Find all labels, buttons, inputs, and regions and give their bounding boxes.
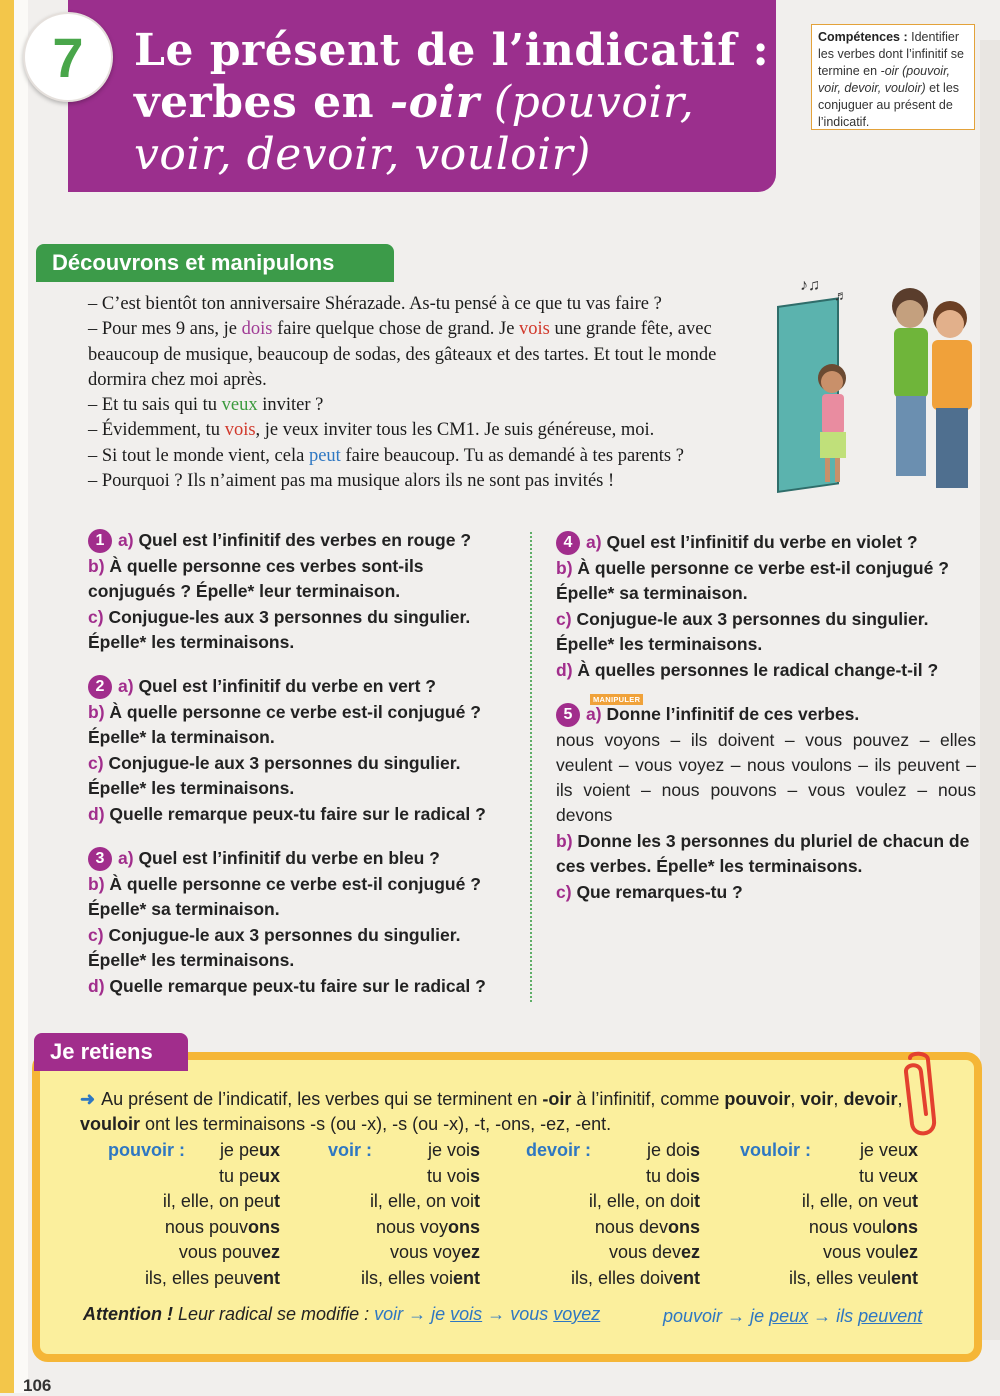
verb-label: devoir : [526,1140,592,1160]
conjugation-column [328,1138,480,1291]
exercise-2: 2 a) Quel est l’infinitif du verbe en vert ? b) À quelle personne ce verbe est-il conjugué ? Épelle* la terminaison. c) Conjugue-le aux 3 personnes du singulier. Épelle* les terminaisons. d) Quelle remarque peux-tu faire sur le radical ? [88,676,486,824]
conjugation-form: nous voulons [808,1216,918,1237]
conjugation-form: vous pouvez [178,1242,280,1262]
conjugation-form: voir : je vois [328,1138,480,1164]
exercise-number-badge: 5 [556,703,580,727]
conjugation-form: nous pouvons [164,1216,280,1237]
arrow-icon: ➜ [80,1089,96,1109]
conjugation-form: il, elle, on doit [588,1191,700,1211]
retiens-rule: ➜ Au présent de l’indicatif, les verbes qui se terminent en -oir à l’infinitif, comme pouvoir, voir, devoir, vouloir ont les terminaisons -s (ou -x), -s (ou -x), -t, -ons, -ez, -ent. [80,1089,903,1134]
conjugation-form: il, elle, on voit [369,1191,480,1211]
conjugation-form: tu peux [218,1165,280,1186]
page-edge-strip [14,0,28,1393]
section-heading-discover: Découvrons et manipulons [36,244,394,282]
conjugation-column [740,1138,918,1291]
page-shadow [980,40,1000,1340]
svg-text:♬: ♬ [834,287,848,303]
dialogue-text [88,292,752,494]
attention-note-pouvoir: pouvoir → je peux → ils peuvent [663,1306,923,1326]
title-line-3: voir, devoir, vouloir) [134,129,591,180]
conjugation-column [526,1138,700,1291]
competences-box: Compétences : Identifier les verbes dont l’infinitif se termine en -oir (pouvoir, voir, devoir, vouloir) et les conjuguer au présent de l’indicatif. [811,24,975,130]
exercise-number-badge: 4 [556,531,580,555]
conjugation-form: ils, elles peuvent [144,1267,280,1288]
page-number: 106 [23,1376,52,1395]
column-divider [530,532,532,1002]
exercise-3: 3 a) Quel est l’infinitif du verbe en bleu ? b) À quelle personne ce verbe est-il conjugué ? Épelle* sa terminaison. c) Conjugue-le aux 3 personnes du singulier. Épelle* les terminaisons. d) Quelle remarque peux-tu faire sur le radical ? [88,848,486,996]
conjugation-form: vous voulez [822,1242,918,1262]
highlighted-verb: vois [519,319,550,340]
conjugation-form: tu dois [645,1165,700,1186]
highlighted-verb: dois [241,319,273,340]
conjugation-form: il, elle, on veut [801,1191,918,1211]
conjugation-form: vouloir : je veux [740,1138,918,1164]
dialogue-line: – Pour mes 9 ans, je dois faire quelque chose de grand. Je vois une grande fête, avec beaucoup de musique, beaucoup de sodas, des gâteaux et des tartes. Et tout le monde dormira chez moi après. [88,319,717,390]
conjugation-form: il, elle, on peut [162,1191,280,1211]
verb-label: vouloir : [740,1140,811,1160]
dialogue-line: – Si tout le monde vient, cela peut faire beaucoup. Tu as demandé à tes parents ? [88,445,684,466]
exercise-1: 1 a) Quel est l’infinitif des verbes en rouge ? b) À quelle personne ces verbes sont-ils conjugués ? Épelle* leur terminaison. c) Conjugue-les aux 3 personnes du singulier. Épelle* les terminaisons. [88,530,472,652]
conjugation-column [108,1138,280,1291]
verb-label: voir : [328,1140,373,1160]
verb-list: nous voyons – ils doivent – vous pouvez – elles veulent – vous voyez – nous voulons – ils peuvent – ils voient – nous pouvons – vous voulez – nous devons [556,730,976,825]
attention-note: Attention ! Leur radical se modifie : voir → je vois → vous voyez [83,1304,601,1324]
conjugation-form: nous voyons [375,1216,480,1237]
conjugation-form: tu veux [858,1165,918,1186]
highlighted-verb: vois [224,420,256,441]
dialogue-line: – C’est bientôt ton anniversaire Shérazade. As-tu pensé à ce que tu vas faire ? [88,294,662,314]
manipuler-tag: MANIPULER [590,694,643,705]
conjugation-form: ils, elles doivent [570,1267,700,1288]
children-illustration [770,270,990,500]
dialogue-line: – Et tu sais qui tu veux inviter ? [88,395,324,416]
title-line-2: verbes en -oir (pouvoir, [134,77,695,128]
highlighted-verb: veux [221,395,258,416]
conjugation-form: vous devez [608,1242,700,1262]
exercise-number-badge: 1 [88,529,112,553]
title-line-1: Le présent de l’indicatif : [134,25,770,76]
section-heading-retiens: Je retiens [34,1033,188,1071]
exercise-5: 5 a) Donne l’infinitif de ces verbes. nous voyons – ils doivent – vous pouvez – elles veulent – vous voyez – nous voulons – ils peuvent – ils voient – nous pouvons – vous voulez – nous devons b) Donne les 3 personnes du pluriel de chacun de ces verbes. Épelle* les terminaisons. c) Que remarques-tu ? [556,704,976,902]
exercise-number-badge: 2 [88,675,112,699]
conjugation-form: ils, elles veulent [788,1267,918,1288]
highlighted-verb: peut [308,445,341,466]
dialogue-line: – Évidemment, tu vois, je veux inviter tous les CM1. Je suis généreuse, moi. [88,420,655,441]
conjugation-form: tu vois [426,1165,480,1186]
lesson-number: 7 [23,12,113,102]
conjugation-form: pouvoir : je peux [108,1138,280,1164]
conjugation-form: devoir : je dois [526,1138,700,1164]
dialogue-line: – Pourquoi ? Ils n’aiment pas ma musique alors ils ne sont pas invités ! [88,471,615,492]
svg-text:♪♫: ♪♫ [800,277,820,294]
verb-label: pouvoir : [108,1140,185,1160]
conjugation-form: ils, elles voient [360,1267,480,1288]
exercise-number-badge: 3 [88,847,112,871]
exercise-4: 4 a) Quel est l’infinitif du verbe en violet ? b) À quelle personne ce verbe est-il conjugué ? Épelle* sa terminaison. c) Conjugue-le aux 3 personnes du singulier. Épelle* les terminaisons. d) À quelles personnes le radical change-t-il ? [556,532,949,680]
conjugation-form: vous voyez [389,1242,480,1262]
conjugation-form: nous devons [594,1216,700,1237]
